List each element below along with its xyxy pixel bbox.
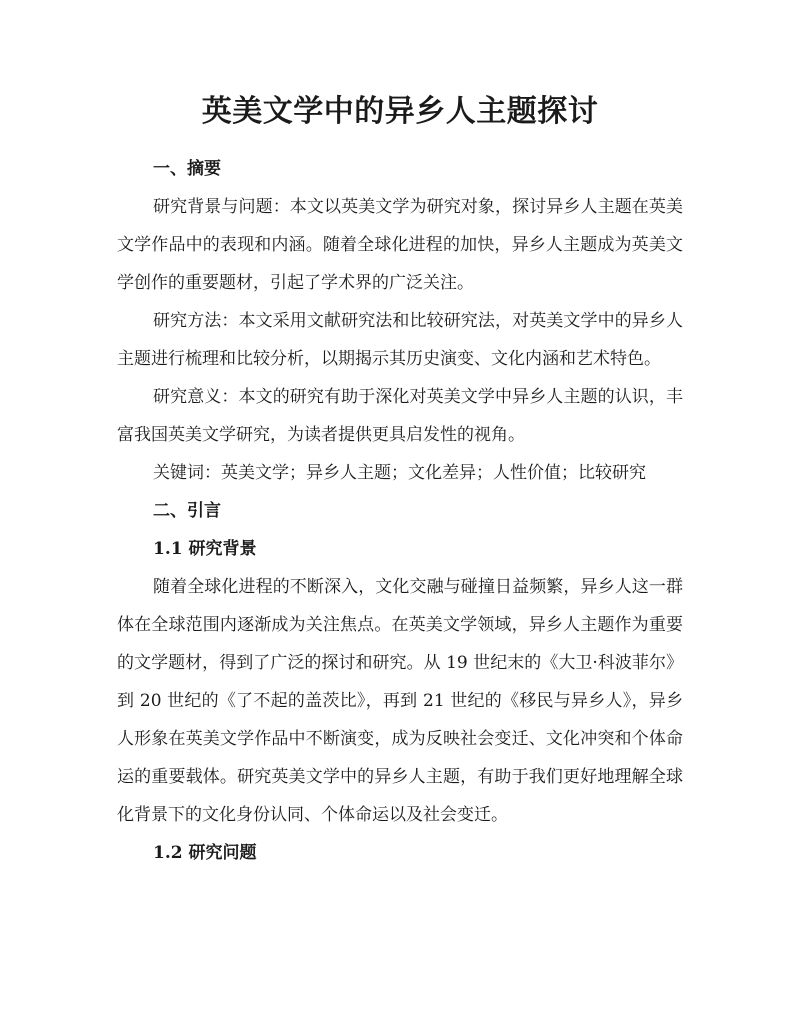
abstract-keywords-paragraph: 关键词：英美文学；异乡人主题；文化差异；人性价值；比较研究 [153, 463, 646, 483]
introduction-background-paragraph: 随着全球化进程的不断深入，文化交融与碰撞日益频繁，异乡人这一群体在全球范围内逐渐成为关注焦点。在英美文学领域，异乡人主题作为重要的文学题材，得到了广泛的探讨和研究。从 19 世纪末的《大卫·科波菲尔》到 20 世纪的《了不起的盖茨比》，再到 21 世纪的《移民与异乡人》，异乡人形象在英美文学作品中不断演变，成为反映社会变迁、文化冲突和个体命运的重要载体。研究英美文学中的异乡人主题，有助于我们更好地理解全球化背景下的文化身份认同、个体命运以及社会变迁。 [117, 577, 683, 825]
subsection-heading-background: 1.1 研究背景 [153, 539, 257, 559]
document-title: 英美文学中的异乡人主题探讨 [201, 94, 599, 129]
abstract-background-paragraph: 研究背景与问题：本文以英美文学为研究对象，探讨异乡人主题在英美文学作品中的表现和内涵。随着全球化进程的加快，异乡人主题成为英美文学创作的重要题材，引起了学术界的广泛关注。 [117, 197, 683, 293]
abstract-significance-paragraph: 研究意义：本文的研究有助于深化对英美文学中异乡人主题的认识，丰富我国英美文学研究，为读者提供更具启发性的视角。 [117, 387, 683, 445]
abstract-method-paragraph: 研究方法：本文采用文献研究法和比较研究法，对英美文学中的异乡人主题进行梳理和比较分析，以期揭示其历史演变、文化内涵和艺术特色。 [117, 311, 683, 369]
document-body [117, 88, 683, 872]
section-heading-abstract: 一、摘要 [153, 159, 221, 179]
subsection-heading-questions: 1.2 研究问题 [153, 843, 257, 863]
section-heading-introduction: 二、引言 [153, 501, 221, 521]
